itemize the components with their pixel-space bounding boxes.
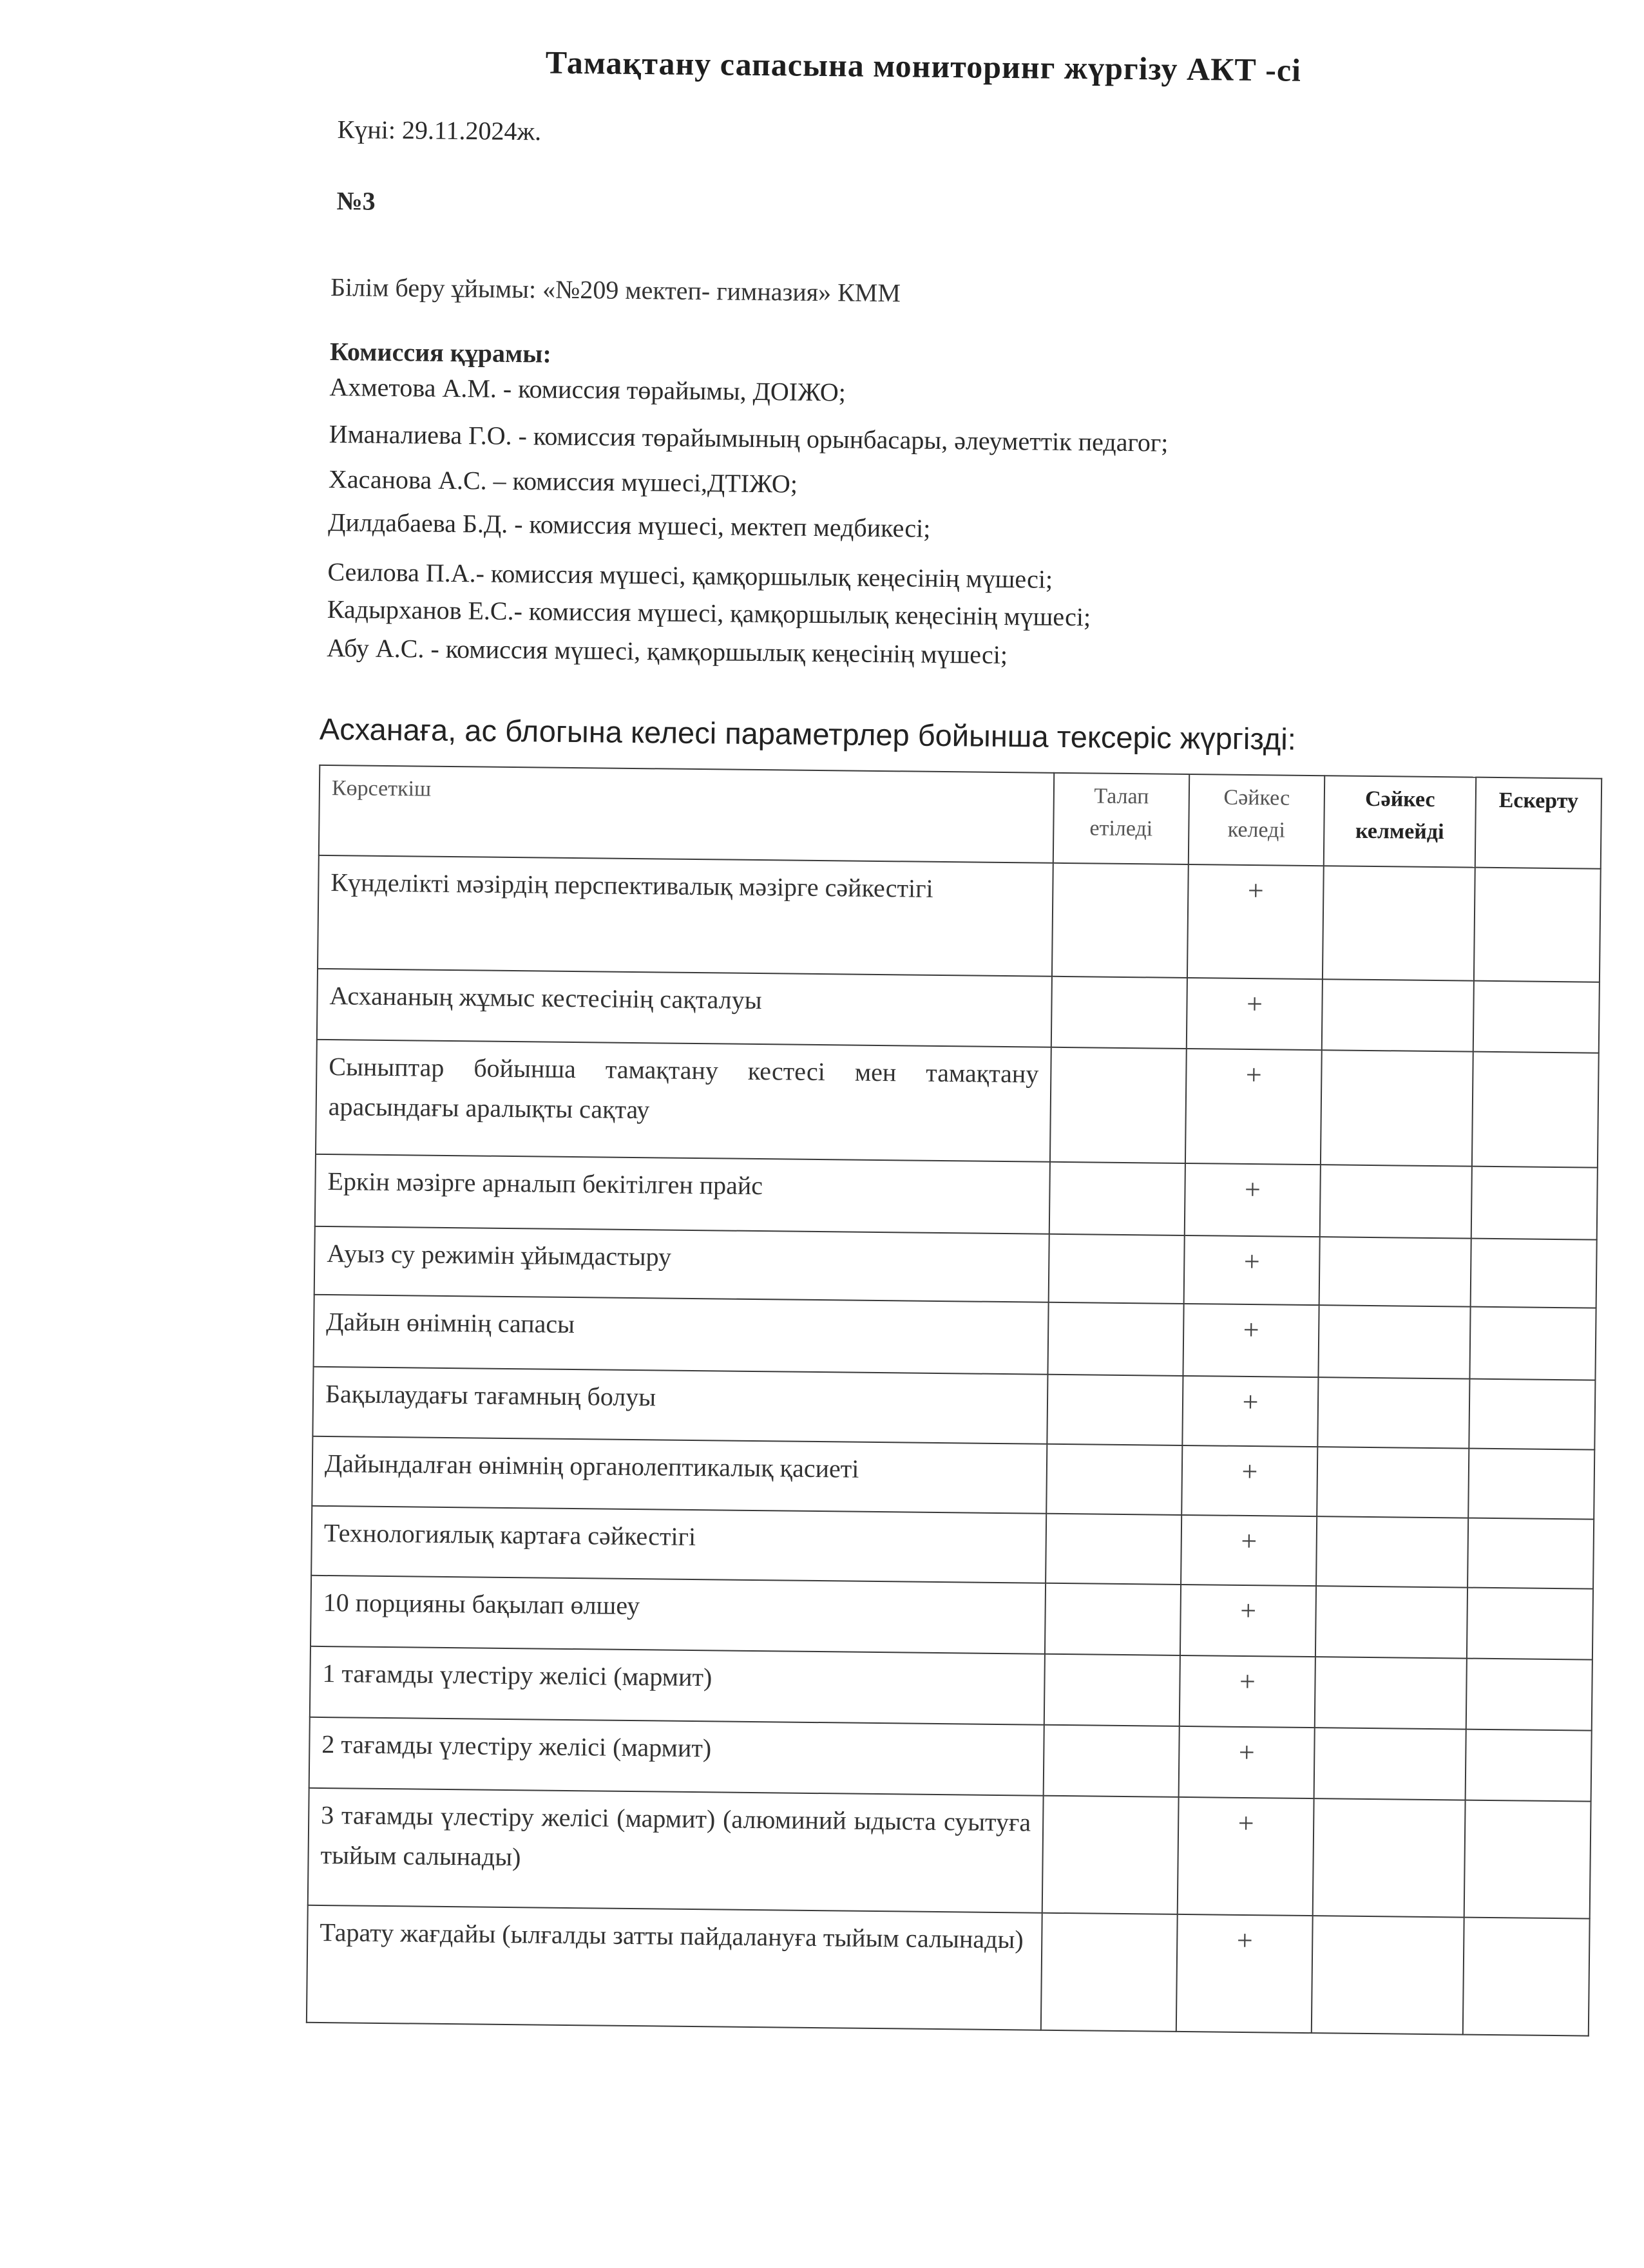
row-note [1466,1730,1592,1802]
row-compliant-mark: + [1182,1376,1318,1447]
row-compliant-mark: + [1178,1797,1314,1916]
row-compliant-mark: + [1187,864,1324,979]
row-compliant-mark: + [1181,1445,1317,1516]
table-header-row [319,765,1601,869]
row-required [1046,1514,1181,1585]
row-note [1471,1239,1597,1308]
row-indicator: 2 тағамды үлестіру желісі (мармит) [309,1717,1044,1796]
row-noncompliant [1321,1050,1473,1166]
row-compliant-mark: + [1176,1914,1313,2033]
table-row [309,1717,1592,1802]
table-row [318,855,1601,982]
table-row [317,969,1600,1053]
table-row [312,1436,1594,1520]
inspection-table [306,765,1602,2037]
row-noncompliant [1323,866,1475,980]
commission-member: Кадырханов Е.С.- комиссия мүшесі, қамқоршылық кеңесінің мүшесі; [327,594,1091,632]
row-compliant-mark: + [1187,978,1323,1050]
row-indicator: Асхананың жұмыс кестесінің сақталуы [317,969,1052,1047]
row-note [1468,1449,1594,1520]
document-number: №3 [336,186,376,216]
row-note [1466,1659,1592,1731]
row-required [1049,1234,1185,1304]
row-indicator: 3 тағамды үлестіру желісі (мармит) (алюминий ыдыста суытуға тыйым салынады) [308,1788,1044,1913]
header-note: Ескерту [1475,777,1601,869]
commission-member: Хасанова А.С. – комиссия мүшесі,ДТІЖО; [328,464,798,499]
row-compliant-mark: + [1184,1235,1320,1305]
row-note [1473,981,1600,1053]
row-noncompliant [1319,1237,1471,1306]
row-note [1472,1052,1599,1168]
table-row [308,1788,1591,1919]
row-noncompliant [1316,1516,1468,1587]
row-note [1471,1167,1598,1240]
table-row [307,1905,1590,2036]
row-compliant-mark: + [1185,1049,1322,1165]
row-noncompliant [1317,1377,1469,1448]
row-noncompliant [1314,1728,1466,1800]
row-compliant-mark: + [1181,1515,1317,1586]
header-compliant: Сәйкес келеді [1189,774,1324,866]
row-required [1047,1375,1183,1445]
table-row [311,1506,1594,1589]
commission-member: Сеилова П.А.- комиссия мүшесі, қамқоршылық кеңесінің мүшесі; [327,557,1053,594]
document-title: Тамақтану сапасына мониторинг жүргізу АКТ -сі [545,44,1302,88]
row-required [1044,1725,1180,1797]
header-indicator: Көрсеткіш [319,765,1054,863]
row-required [1042,1796,1179,1914]
row-compliant-mark: + [1180,1585,1316,1657]
header-noncompliant: Сәйкес келмейді [1324,776,1476,867]
row-indicator: Тарату жағдайы (ылғалды затты пайдалануға тыйым салынады) [307,1905,1042,2030]
row-indicator: 10 порцияны бақылап өлшеу [311,1576,1046,1654]
table-row [314,1226,1597,1308]
row-noncompliant [1313,1798,1466,1917]
row-note [1469,1379,1595,1450]
document-date: Күні: 29.11.2024ж. [337,115,542,146]
row-indicator: Дайын өнімнің сапасы [314,1295,1049,1375]
commission-member: Ахметова А.М. - комиссия төрайымы, ДОІЖО; [329,372,846,407]
row-indicator: Күнделікті мәзірдің перспективалық мәзірге сәйкестігі [318,855,1053,977]
row-noncompliant [1318,1305,1470,1378]
inspection-intro: Асханаға, ас блогына келесі параметрлер бойынша тексеріс жүргізді: [319,711,1297,756]
row-indicator: Сыныптар бойынша тамақтану кестесі мен тамақтану арасындағы аралықты сақтау [316,1040,1051,1162]
row-note [1467,1518,1594,1589]
row-indicator: Бақылаудағы тағамның болуы [312,1367,1047,1444]
row-required [1044,1654,1180,1726]
organization-line: Білім беру ұйымы: «№209 мектеп- гимназия» КММ [330,272,901,308]
row-required [1047,1302,1183,1376]
row-indicator: Дайындалған өнімнің органолептикалық қасиеті [312,1436,1047,1514]
commission-member: Иманалиева Г.О. - комиссия төрайымының орынбасары, әлеуметтік педагог; [329,419,1169,457]
row-noncompliant [1317,1447,1469,1518]
table-row [316,1040,1599,1168]
commission-member: Абу А.С. - комиссия мүшесі, қамқоршылық кеңесінің мүшесі; [326,633,1008,670]
row-noncompliant [1322,979,1474,1051]
row-note [1469,1307,1596,1380]
row-indicator: Ауыз су режимін ұйымдастыру [314,1226,1049,1302]
row-indicator: 1 тағамды үлестіру желісі (мармит) [310,1646,1045,1725]
row-noncompliant [1320,1165,1472,1238]
row-compliant-mark: + [1185,1163,1321,1237]
row-noncompliant [1315,1657,1467,1729]
row-compliant-mark: + [1179,1726,1315,1798]
row-required [1051,977,1187,1049]
row-required [1041,1913,1178,2032]
table-row [310,1646,1592,1731]
table-row [311,1576,1593,1660]
row-required [1045,1583,1181,1655]
row-required [1046,1444,1182,1515]
row-required [1050,1047,1187,1163]
table-row [315,1154,1598,1240]
row-note [1463,1918,1590,2036]
row-indicator: Технологиялық картаға сәйкестігі [311,1506,1046,1583]
row-note [1467,1588,1593,1660]
header-required: Талап етіледі [1053,773,1189,864]
row-indicator: Еркін мәзірге арналып бекітілген прайс [315,1154,1050,1234]
row-required [1052,863,1189,978]
table-row [314,1295,1596,1380]
row-compliant-mark: + [1180,1655,1315,1728]
row-noncompliant [1315,1586,1467,1658]
row-note [1464,1800,1591,1919]
table-row [312,1367,1595,1450]
commission-member: Дилдабаева Б.Д. - комиссия мүшесі, мектеп медбикесі; [328,507,931,543]
row-required [1049,1162,1185,1235]
row-note [1474,868,1601,982]
row-compliant-mark: + [1183,1304,1319,1377]
commission-heading: Комиссия құрамы: [329,337,552,368]
row-noncompliant [1312,1916,1464,2034]
